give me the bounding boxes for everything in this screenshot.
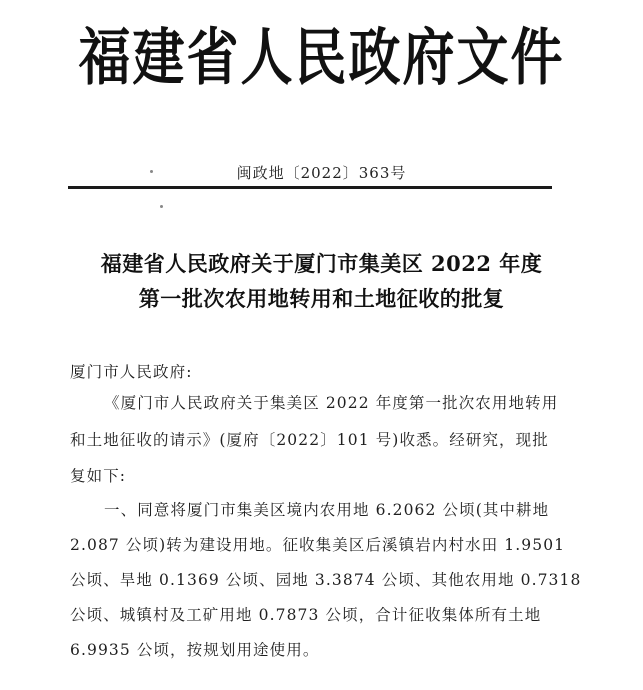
body-line: 复如下: (70, 467, 127, 485)
body-line: 《厦门市人民政府关于集美区 2022 年度第一批次农用地转用 (104, 394, 559, 412)
document-number: 闽政地〔2022〕363号 (236, 164, 407, 182)
document-subject-line: 第一批次农用地转用和土地征收的批复 (138, 286, 505, 311)
body-line: 和土地征收的请示》(厦府〔2022〕101 号)收悉。经研究，现批 (70, 431, 549, 449)
body-line: 2.087 公顷)转为建设用地。征收集美区后溪镇岩内村水田 1.9501 (70, 536, 566, 554)
body-line: 6.9935 公顷，按规划用途使用。 (70, 641, 320, 659)
addressee: 厦门市人民政府: (70, 363, 193, 381)
body-line: 一、同意将厦门市集美区境内农用地 6.2062 公顷(其中耕地 (104, 501, 550, 519)
header-separator-line (68, 186, 552, 189)
scan-speck (160, 205, 163, 208)
body-line: 公顷、旱地 0.1369 公顷、园地 3.3874 公顷、其他农用地 0.7318 (70, 571, 582, 589)
document-subject-line: 福建省人民政府关于厦门市集美区 2022 年度 (100, 251, 543, 276)
document-header-title: 福建省人民政府文件 (78, 22, 565, 94)
body-line: 公顷、城镇村及工矿用地 0.7873 公顷，合计征收集体所有土地 (70, 606, 542, 624)
scan-speck (150, 170, 153, 173)
